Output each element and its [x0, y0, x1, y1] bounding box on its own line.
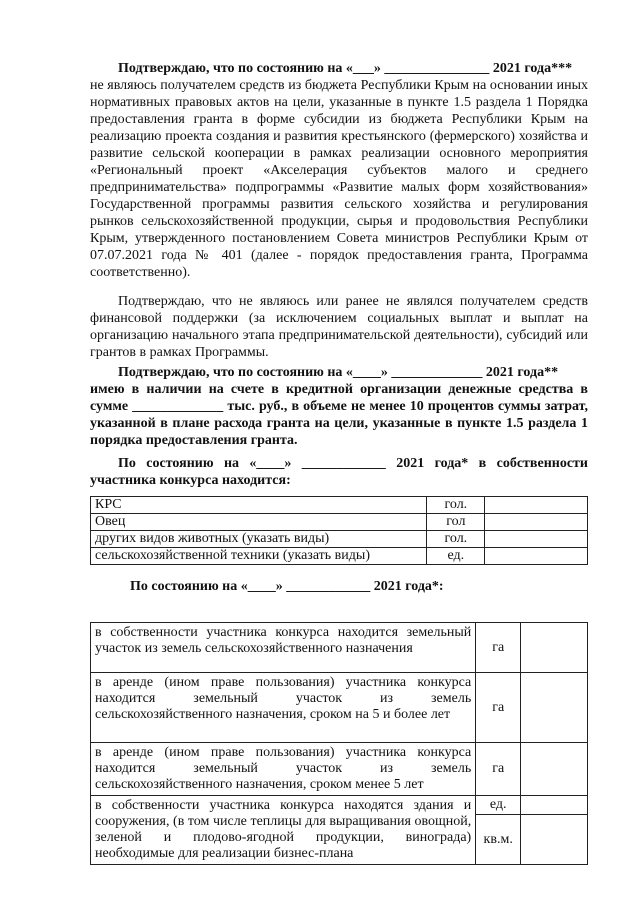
confirm-funds-paragraph: имею в наличии на счете в кредитной организации денежные средства в сумме _____________ тыс. руб., в объеме не менее 10 процентов суммы затрат, указанной в плане расхода гранта на цели, указанные в пункте 1.5 раздела 1 порядка предоставления гранта.	[90, 382, 588, 448]
row-value-cell	[485, 514, 588, 531]
row-unit: гол.	[427, 497, 485, 514]
confirm-funds-first-line: Подтверждаю, что по состоянию на «____» _____________ 2021 года**	[118, 365, 559, 380]
confirm-budget-paragraph: не являюсь получателем средств из бюджета Республики Крым на основании иных нормативных правовых актов на цели, указанные в пункте 1.5 раздела 1 Порядка предоставления гранта в форме субсидии из бюджета Республики Крым на реализацию проекта создания и развития крестьянского (фермерского) хозяйства и развитие сельской кооперации в рамках реализации основного мероприятия «Региональный проект «Акселерация субъектов малого и среднего предпринимательства» подпрограммы «Развитие малых форм хозяйствования» Государственной программы развития сельского хозяйства и регулирования рынков сельскохозяйственной продукции, сырья и продовольствия Республики Крым, утвержденного постановлением Совета министров Республики Крым от 07.07.2021 года № 401 (далее - порядок предоставления гранта, Программа соответственно).	[90, 78, 588, 280]
row-label: других видов животных (указать виды)	[91, 531, 427, 548]
row-value-cell	[485, 548, 588, 565]
row-unit: ед.	[476, 796, 521, 815]
row-value-cell	[521, 796, 588, 815]
row-label: Овец	[91, 514, 427, 531]
row-label: КРС	[91, 497, 427, 514]
row-label: в собственности участника конкурса находится земельный участок из земель сельскохозяйственного назначения	[91, 623, 476, 673]
row-unit: ед.	[427, 548, 485, 565]
table-row	[91, 623, 588, 673]
table-row	[91, 796, 588, 815]
row-label: в аренде (ином праве пользования) участника конкурса находится земельный участок из земель сельскохозяйственного назначения, сроком менее 5 лет	[91, 743, 476, 796]
table-row	[91, 514, 588, 531]
land-intro-paragraph: По состоянию на «____» ____________ 2021 года*:	[130, 579, 444, 594]
row-value-cell	[521, 743, 588, 796]
table-row	[91, 531, 588, 548]
row-unit: га	[476, 623, 521, 673]
row-label: в аренде (ином праве пользования) участника конкурса находится земельный участок из земель сельскохозяйственного назначения, сроком на 5 и более лет	[91, 673, 476, 743]
row-label: сельскохозяйственной техники (указать виды)	[91, 548, 427, 565]
row-value-cell	[485, 497, 588, 514]
livestock-table	[90, 496, 588, 565]
row-label: в собственности участника конкурса находятся здания и сооружения, (в том числе теплицы для выращивания овощной, зеленой и плодово-ягодной продукции, винограда) необходимые для реализации бизнес-плана	[91, 796, 476, 865]
row-value-cell	[521, 673, 588, 743]
ownership-intro-paragraph: По состоянию на «____» ____________ 2021 года* в собственности участника конкурса находится:	[90, 456, 588, 488]
land-table	[90, 622, 588, 865]
row-unit: гол.	[427, 531, 485, 548]
row-unit: гол	[427, 514, 485, 531]
table-row	[91, 743, 588, 796]
table-row	[91, 548, 588, 565]
table-row	[91, 673, 588, 743]
row-unit-secondary: кв.м.	[476, 815, 521, 865]
row-value-cell	[521, 623, 588, 673]
row-unit: га	[476, 673, 521, 743]
confirm-budget-first-line: Подтверждаю, что по состоянию на «___» _______________ 2021 года***	[118, 61, 573, 76]
row-value-cell	[521, 815, 588, 865]
confirm-no-support-paragraph: Подтверждаю, что не являюсь или ранее не являлся получателем средств финансовой поддержки (за исключением социальных выплат и выплат на организацию начального этапа предпринимательской деятельности), субсидий или грантов в рамках Программы.	[90, 294, 588, 360]
row-unit: га	[476, 743, 521, 796]
row-value-cell	[485, 531, 588, 548]
table-row	[91, 497, 588, 514]
